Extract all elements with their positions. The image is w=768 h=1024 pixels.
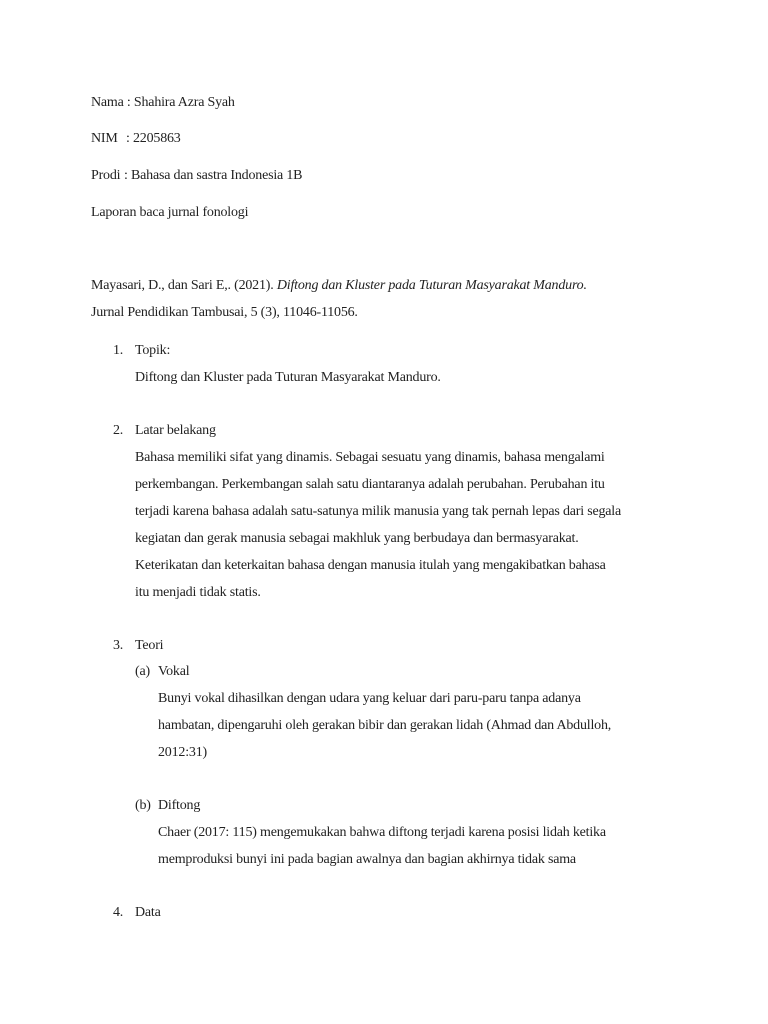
section-2-heading: Latar belakang [135,423,216,438]
citation-line-1 [91,277,587,295]
section-2-line: Bahasa memiliki sifat yang dinamis. Sebagai sesuatu yang dinamis, bahasa mengalami [135,450,605,465]
subsection-a-line: Bunyi vokal dihasilkan dengan udara yang keluar dari paru-paru tanpa adanya [158,691,581,706]
section-1-number: 1. [113,343,124,358]
subsection-b-heading: Diftong [158,798,201,813]
student-name: Nama : Shahira Azra Syah [91,95,235,110]
prodi-label: Prodi [91,168,121,183]
prodi-value: : Bahasa dan sastra Indonesia 1B [124,168,303,183]
section-4-heading: Data [135,905,161,920]
section-3-number: 3. [113,638,124,653]
section-2-line: kegiatan dan gerak manusia sebagai makhluk yang berbudaya dan bermasyarakat. [135,531,579,546]
subsection-b-marker: (b) [135,798,151,813]
subsection-a-marker: (a) [135,664,150,679]
section-3-heading: Teori [135,638,164,653]
section-2-line: itu menjadi tidak statis. [135,585,261,600]
section-1-heading: Topik: [135,343,171,358]
section-4-number: 4. [113,905,124,920]
citation-authors: Mayasari, D., dan Sari E,. (2021). [91,278,274,293]
subsection-a-line: 2012:31) [158,745,207,760]
subsection-a-heading: Vokal [158,664,190,679]
nim-label: NIM [91,131,118,146]
section-2-number: 2. [113,423,124,438]
subsection-b-line: memproduksi bunyi ini pada bagian awalnya dan bagian akhirnya tidak sama [158,852,576,867]
citation-journal: Jurnal Pendidikan Tambusai, 5 (3), 11046-11056. [91,305,358,320]
section-1-text: Diftong dan Kluster pada Tuturan Masyarakat Manduro. [135,370,441,385]
section-2-line: terjadi karena bahasa adalah satu-satunya milik manusia yang tak pernah lepas dari segala [135,504,621,519]
section-2-line: Keterikatan dan keterkaitan bahasa dengan manusia itulah yang mengakibatkan bahasa [135,558,606,573]
citation-title: Diftong dan Kluster pada Tuturan Masyarakat Manduro. [276,278,587,293]
subsection-b-line: Chaer (2017: 115) mengemukakan bahwa diftong terjadi karena posisi lidah ketika [158,825,606,840]
section-2-line: perkembangan. Perkembangan salah satu diantaranya adalah perubahan. Perubahan itu [135,477,605,492]
nim-value: : 2205863 [126,131,181,146]
report-title: Laporan baca jurnal fonologi [91,205,249,220]
subsection-a-line: hambatan, dipengaruhi oleh gerakan bibir dan gerakan lidah (Ahmad dan Abdulloh, [158,718,612,733]
